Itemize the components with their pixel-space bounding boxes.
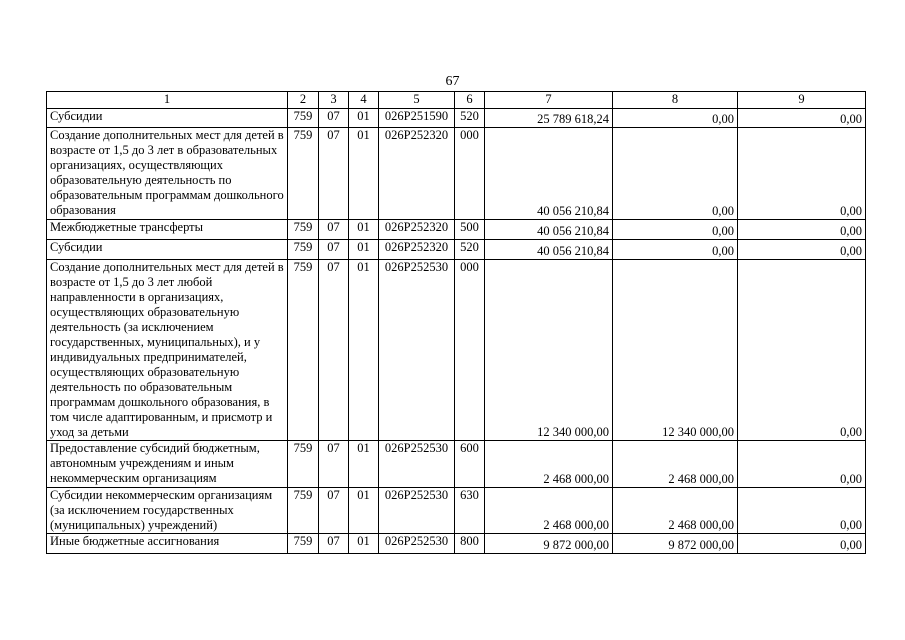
code-cell: 759 xyxy=(288,128,319,220)
amount-cell: 0,00 xyxy=(738,240,866,260)
code-cell: 07 xyxy=(319,260,349,441)
amount-cell: 0,00 xyxy=(738,220,866,240)
code-cell: 759 xyxy=(288,240,319,260)
code-cell: 07 xyxy=(319,109,349,128)
amount-cell: 25 789 618,24 xyxy=(485,109,613,128)
column-header: 1 xyxy=(47,92,288,109)
code-cell: 01 xyxy=(349,441,379,488)
code-cell: 500 xyxy=(455,220,485,240)
amount-cell: 2 468 000,00 xyxy=(485,488,613,534)
code-cell: 01 xyxy=(349,488,379,534)
page-number: 67 xyxy=(445,74,460,89)
column-header: 9 xyxy=(738,92,866,109)
code-cell: 026P252320 xyxy=(379,128,455,220)
column-header: 6 xyxy=(455,92,485,109)
amount-cell: 0,00 xyxy=(613,128,738,220)
code-cell: 520 xyxy=(455,109,485,128)
code-cell: 026P252530 xyxy=(379,260,455,441)
code-cell: 759 xyxy=(288,220,319,240)
code-cell: 800 xyxy=(455,534,485,554)
amount-cell: 40 056 210,84 xyxy=(485,240,613,260)
code-cell: 07 xyxy=(319,220,349,240)
amount-cell: 2 468 000,00 xyxy=(613,488,738,534)
amount-cell: 0,00 xyxy=(738,109,866,128)
code-cell: 07 xyxy=(319,128,349,220)
code-cell: 01 xyxy=(349,109,379,128)
amount-cell: 0,00 xyxy=(738,534,866,554)
table-row xyxy=(47,240,866,260)
amount-cell: 0,00 xyxy=(738,128,866,220)
table-row xyxy=(47,534,866,554)
code-cell: 520 xyxy=(455,240,485,260)
code-cell: 759 xyxy=(288,109,319,128)
code-cell: 01 xyxy=(349,128,379,220)
amount-cell: 9 872 000,00 xyxy=(485,534,613,554)
table-row xyxy=(47,488,866,534)
code-cell: 759 xyxy=(288,260,319,441)
column-header: 8 xyxy=(613,92,738,109)
code-cell: 01 xyxy=(349,534,379,554)
row-name: Иные бюджетные ассигнования xyxy=(47,534,288,554)
amount-cell: 2 468 000,00 xyxy=(613,441,738,488)
code-cell: 07 xyxy=(319,534,349,554)
table-row xyxy=(47,109,866,128)
code-cell: 600 xyxy=(455,441,485,488)
table-row xyxy=(47,441,866,488)
column-header: 7 xyxy=(485,92,613,109)
code-cell: 01 xyxy=(349,260,379,441)
row-name: Предоставление субсидий бюджетным, автономным учреждениям и иным некоммерческим организациям xyxy=(47,441,288,488)
row-name: Субсидии некоммерческим организациям (за исключением государственных (муниципальных) учреждений) xyxy=(47,488,288,534)
code-cell: 759 xyxy=(288,441,319,488)
code-cell: 07 xyxy=(319,441,349,488)
table-row xyxy=(47,220,866,240)
row-name: Субсидии xyxy=(47,109,288,128)
column-header: 5 xyxy=(379,92,455,109)
code-cell: 000 xyxy=(455,260,485,441)
table-header-row xyxy=(47,92,866,109)
code-cell: 630 xyxy=(455,488,485,534)
amount-cell: 0,00 xyxy=(738,488,866,534)
row-name: Субсидии xyxy=(47,240,288,260)
code-cell: 01 xyxy=(349,220,379,240)
code-cell: 026P251590 xyxy=(379,109,455,128)
row-name: Создание дополнительных мест для детей в возрасте от 1,5 до 3 лет любой направленности в организациях, осуществляющих образовательную деятельность (за исключением государственных, муниципальных), и у индивидуальных предпринимателей, осуществляющих образовательную деятельность по образовательным программам дошкольного образования, в том числе адаптированным, и присмотр и уход за детьми xyxy=(47,260,288,441)
amount-cell: 40 056 210,84 xyxy=(485,128,613,220)
amount-cell: 12 340 000,00 xyxy=(613,260,738,441)
amount-cell: 9 872 000,00 xyxy=(613,534,738,554)
table-row xyxy=(47,260,866,441)
code-cell: 07 xyxy=(319,240,349,260)
code-cell: 759 xyxy=(288,534,319,554)
column-header: 2 xyxy=(288,92,319,109)
amount-cell: 2 468 000,00 xyxy=(485,441,613,488)
code-cell: 026P252530 xyxy=(379,488,455,534)
amount-cell: 0,00 xyxy=(613,220,738,240)
amount-cell: 0,00 xyxy=(613,109,738,128)
code-cell: 759 xyxy=(288,488,319,534)
amount-cell: 40 056 210,84 xyxy=(485,220,613,240)
amount-cell: 0,00 xyxy=(738,441,866,488)
budget-table xyxy=(46,91,866,554)
code-cell: 01 xyxy=(349,240,379,260)
column-header: 3 xyxy=(319,92,349,109)
code-cell: 07 xyxy=(319,488,349,534)
code-cell: 026P252320 xyxy=(379,220,455,240)
code-cell: 026P252530 xyxy=(379,534,455,554)
amount-cell: 0,00 xyxy=(738,260,866,441)
row-name: Межбюджетные трансферты xyxy=(47,220,288,240)
code-cell: 026P252530 xyxy=(379,441,455,488)
table-row xyxy=(47,128,866,220)
amount-cell: 12 340 000,00 xyxy=(485,260,613,441)
code-cell: 026P252320 xyxy=(379,240,455,260)
column-header: 4 xyxy=(349,92,379,109)
row-name: Создание дополнительных мест для детей в возрасте от 1,5 до 3 лет в образовательных организациях, осуществляющих образовательную деятельность по образовательным программам дошкольного образования xyxy=(47,128,288,220)
code-cell: 000 xyxy=(455,128,485,220)
amount-cell: 0,00 xyxy=(613,240,738,260)
